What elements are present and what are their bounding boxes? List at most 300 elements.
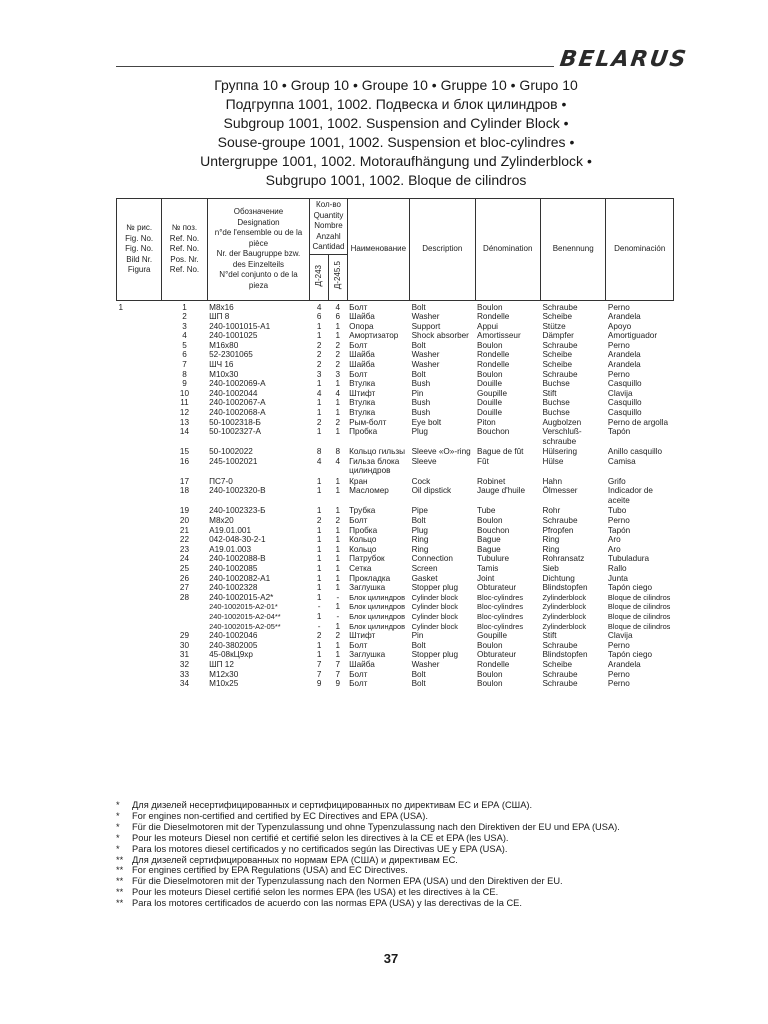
footnote — [116, 876, 716, 887]
subgroup-title-fr: Souse-groupe 1001, 1002. Suspension et bloc-cylindres • — [217, 134, 575, 150]
cell-designation: А19.01.001 — [209, 525, 252, 535]
cell-denomination-fr: Boulon — [477, 679, 503, 689]
footnote-mark: ** — [116, 887, 124, 898]
cell-denomination-fr: Bloc-cylindres — [477, 621, 524, 631]
cell-ref: 32 — [179, 659, 190, 669]
cell-name-ru: Пробка — [349, 427, 378, 437]
cell-description-en: Washer — [411, 360, 440, 370]
cell-name-ru: Штифт — [349, 388, 376, 398]
cell-qty-d243: 1 — [316, 640, 322, 650]
cell-designation: 50-1002022 — [209, 447, 253, 457]
cell-ref: 27 — [179, 583, 190, 593]
cell-description-en: Bolt — [411, 369, 426, 379]
cell-ref: 9 — [182, 379, 187, 389]
cell-denomination-fr: Amortisseur — [477, 331, 521, 341]
table-row — [117, 408, 674, 418]
cell-ref: 33 — [179, 669, 190, 679]
parts-table — [116, 198, 674, 689]
cell-denominacion-es: Perno — [607, 302, 630, 312]
cell-denomination-fr: Bague de fût — [477, 447, 524, 457]
cell-benennung-de: Dichtung — [542, 573, 575, 583]
cell-description-en: Cylinder block — [411, 592, 458, 602]
table-row — [117, 679, 674, 689]
cell-qty-d243: 1 — [316, 398, 322, 408]
cell-designation: 240-1002320-В — [209, 486, 266, 496]
cell-denomination-fr: Douille — [477, 379, 503, 389]
cell-name-ru: Блок цилиндров — [349, 602, 406, 612]
cell-name-ru: Патрубок — [349, 554, 385, 564]
cell-fig — [117, 545, 162, 555]
cell-denominacion-es: Tapón ciego — [607, 650, 653, 660]
cell-benennung-de: Blindstopfen — [542, 650, 588, 660]
cell-fig — [117, 486, 162, 506]
cell-benennung-de: Stütze — [542, 321, 566, 331]
cell-designation: 50-1002318-Б — [209, 417, 261, 427]
table-row — [117, 418, 674, 428]
cell-qty-d243: 1 — [316, 611, 322, 621]
parts-table-body — [117, 300, 674, 689]
cell-qty-d2455: 2 — [335, 340, 341, 350]
table-row — [117, 457, 674, 477]
cell-denomination-fr: Jauge d'huile — [477, 486, 526, 496]
cell-ref: 30 — [179, 640, 190, 650]
cell-designation: М8х20 — [209, 516, 234, 525]
cell-denominacion-es: Casquillo — [607, 398, 642, 408]
cell-qty-d243: 1 — [316, 525, 322, 535]
cell-qty-d2455: 4 — [335, 302, 341, 312]
footnote-mark: * — [116, 800, 120, 810]
cell-denomination-fr: Bloc-cylindres — [477, 592, 524, 602]
cell-fig — [117, 398, 162, 408]
cell-qty-d243: 1 — [316, 650, 322, 660]
footnote-text: Für die Dieselmotoren mit der Typenzulassung nach den Normen EPA (USA) und den Direktiven der EU. — [132, 876, 563, 887]
cell-denominacion-es: Arandela — [607, 659, 641, 669]
cell-name-ru: Шайба — [349, 350, 375, 360]
cell-ref: 19 — [179, 506, 190, 516]
cell-name-ru: Втулка — [349, 398, 376, 408]
cell-qty-d243: 4 — [316, 456, 322, 466]
header-ref-no: № поз. Ref. No. Ref. No. Pos. Nr. Ref. No. — [162, 199, 207, 301]
cell-denominacion-es: Aro — [607, 544, 621, 554]
cell-benennung-de: Pfropfen — [542, 525, 574, 535]
cell-name-ru: Блок цилиндров — [349, 592, 406, 602]
cell-denomination-fr: Bague — [477, 535, 501, 545]
cell-qty-d2455: 1 — [335, 486, 341, 496]
cell-denomination-fr: Appui — [477, 321, 498, 331]
cell-benennung-de: Schraube — [542, 340, 578, 350]
cell-designation: 240-1002068-А — [209, 408, 266, 418]
cell-denominacion-es: Bloque de cilindros — [607, 592, 671, 602]
cell-denomination-fr: Obturateur — [477, 583, 517, 593]
cell-designation: 240-1002328 — [209, 583, 258, 593]
cell-denominacion-es: Bloque de cilindros — [607, 621, 671, 631]
cell-qty-d2455: 1 — [335, 321, 341, 331]
cell-name-ru: Заглушка — [349, 650, 386, 660]
cell-qty-d243: 1 — [316, 573, 322, 583]
cell-name-ru: Втулка — [349, 408, 376, 418]
cell-name-ru: Шайба — [349, 360, 375, 370]
cell-denominacion-es: Perno — [607, 679, 630, 689]
table-row — [117, 379, 674, 389]
cell-qty-d2455: 7 — [335, 659, 341, 669]
cell-benennung-de: Verschluß- schraube — [542, 427, 582, 446]
cell-qty-d2455: 1 — [335, 427, 341, 437]
cell-ref: 26 — [179, 573, 190, 583]
cell-qty-d2455: 1 — [335, 640, 341, 650]
cell-name-ru: Шайба — [349, 312, 375, 322]
cell-description-en: Plug — [411, 427, 428, 437]
cell-name-ru: Масломер — [349, 486, 389, 496]
cell-name-ru: Заглушка — [349, 583, 386, 593]
cell-ref: 10 — [179, 388, 190, 398]
cell-designation: 52-2301065 — [209, 350, 253, 360]
cell-denominacion-es: Tubo — [607, 506, 627, 516]
cell-denomination-fr: Bloc-cylindres — [477, 611, 524, 621]
cell-denomination-fr: Rondelle — [477, 312, 510, 322]
cell-designation: ШЧ 16 — [209, 360, 234, 370]
cell-qty-d243: 1 — [316, 592, 322, 602]
cell-qty-d2455: 1 — [335, 650, 341, 660]
cell-qty-d2455: - — [336, 592, 340, 602]
footnote-text: Pour les moteurs Diesel non certifié et certifié selon les directives à la CE et EPA (les USA). — [132, 832, 509, 843]
cell-benennung-de: Dämpfer — [542, 331, 574, 341]
cell-benennung-de: Schraube — [542, 302, 578, 312]
cell-qty-d243: 1 — [316, 476, 322, 486]
cell-description-en: Bolt — [411, 640, 426, 650]
table-row — [117, 660, 674, 670]
footnote-mark: * — [116, 832, 120, 843]
cell-name-ru: Амортизатор — [349, 331, 399, 341]
footnote-text: For engines certified by EPA Regulations (USA) and EC Directives. — [132, 865, 408, 876]
cell-qty-d2455: 1 — [335, 573, 341, 583]
cell-qty-d243: 2 — [316, 417, 322, 427]
footnote-text: Для дизелей сертифицированных по нормам ЕРА (США) и директивам ЕС. — [132, 854, 458, 865]
header-designation: Обозначение Designation n°de l'ensemble ou de la pièce Nr. der Baugruppe bzw. des Einzelteils N°del conjunto o de la pieza — [207, 199, 310, 301]
cell-ref: 18 — [179, 486, 190, 496]
footnote-mark: ** — [116, 865, 124, 876]
table-row — [117, 602, 674, 612]
cell-description-en: Support — [411, 321, 441, 331]
cell-fig — [117, 341, 162, 351]
cell-fig — [117, 370, 162, 380]
cell-description-en: Bush — [411, 379, 431, 389]
cell-name-ru: Болт — [349, 679, 368, 689]
cell-ref: 25 — [179, 563, 190, 573]
footnote — [116, 898, 716, 909]
cell-denomination-fr: Douille — [477, 398, 503, 408]
footnote-mark: ** — [116, 876, 124, 887]
cell-denominacion-es: Perno — [607, 340, 630, 350]
table-row — [117, 535, 674, 545]
cell-denominacion-es: Indicador de aceite — [607, 486, 653, 505]
cell-benennung-de: Ring — [542, 535, 560, 545]
cell-description-en: Cylinder block — [411, 602, 458, 612]
cell-qty-d243: 7 — [316, 669, 322, 679]
cell-designation: М16х80 — [209, 340, 239, 350]
cell-benennung-de: Scheibe — [542, 312, 573, 322]
cell-name-ru: Болт — [349, 640, 368, 650]
cell-qty-d2455: 1 — [335, 331, 341, 341]
cell-ref: 22 — [179, 535, 190, 545]
footnote — [116, 833, 716, 844]
cell-benennung-de: Rohransatz — [542, 554, 585, 564]
cell-benennung-de: Stift — [542, 631, 557, 641]
cell-denominacion-es: Perno — [607, 669, 630, 679]
cell-denominacion-es: Arandela — [607, 360, 641, 370]
cell-description-en: Bush — [411, 398, 431, 408]
cell-ref: 12 — [179, 408, 190, 418]
cell-designation: 240-3802005 — [209, 640, 258, 650]
cell-designation: ПС7-0 — [209, 476, 233, 486]
cell-qty-d2455: 6 — [335, 312, 341, 322]
cell-designation: М8х16 — [209, 302, 234, 312]
cell-description-en: Washer — [411, 350, 440, 360]
cell-qty-d243: 1 — [316, 486, 322, 496]
cell-name-ru: Блок цилиндров — [349, 611, 406, 621]
cell-ref: 34 — [179, 679, 190, 689]
cell-qty-d2455: 2 — [335, 631, 341, 641]
cell-denomination-fr: Robinet — [477, 476, 506, 486]
cell-fig — [117, 418, 162, 428]
cell-ref: 6 — [182, 350, 187, 360]
cell-denomination-fr: Bloc-cylindres — [477, 602, 524, 612]
cell-qty-d2455: 1 — [335, 398, 341, 408]
cell-denomination-fr: Boulon — [477, 302, 503, 312]
cell-description-en: Gasket — [411, 573, 438, 583]
cell-fig — [117, 641, 162, 651]
cell-description-en: Sleeve — [411, 456, 437, 466]
footnote-text: Для дизелей несертифицированных и сертифицированных по директивам ЕС и ЕРА (США). — [132, 800, 533, 810]
cell-qty-d243: 4 — [316, 388, 322, 398]
cell-benennung-de: Augbolzen — [542, 417, 582, 427]
table-row — [117, 622, 674, 632]
cell-denominacion-es: Perno — [607, 516, 630, 525]
cell-qty-d243: 1 — [316, 408, 322, 418]
cell-qty-d243: 8 — [316, 447, 322, 457]
cell-description-en: Cylinder block — [411, 621, 458, 631]
cell-qty-d243: 1 — [316, 535, 322, 545]
cell-qty-d2455: 7 — [335, 669, 341, 679]
cell-description-en: Shock absorber — [411, 331, 469, 341]
cell-fig — [117, 360, 162, 370]
cell-denomination-fr: Rondelle — [477, 350, 510, 360]
cell-fig — [117, 583, 162, 593]
cell-benennung-de: Schraube — [542, 679, 578, 689]
table-row — [117, 427, 674, 447]
cell-fig: 1 — [118, 302, 124, 312]
cell-description-en: Plug — [411, 525, 428, 535]
cell-designation: 245-1002021 — [209, 456, 258, 466]
cell-description-en: Bolt — [411, 679, 426, 689]
cell-qty-d2455: 2 — [335, 360, 341, 370]
cell-denomination-fr: Bouchon — [477, 427, 510, 437]
footnote — [116, 800, 716, 811]
header-denomination-fr: Dénomination — [475, 199, 540, 301]
table-row — [117, 350, 674, 360]
cell-benennung-de: Blindstopfen — [542, 583, 588, 593]
table-row — [117, 545, 674, 555]
table-row — [117, 331, 674, 341]
cell-denominacion-es: Arandela — [607, 312, 641, 322]
cell-designation: 240-1002044 — [209, 388, 258, 398]
cell-description-en: Stopper plug — [411, 583, 458, 593]
cell-qty-d2455: 1 — [335, 506, 341, 516]
footnote-text: Para los motores certificados de acuerdo con las normas EPA (USA) y las derectivas de la CE. — [132, 898, 522, 909]
cell-fig — [117, 447, 162, 457]
cell-name-ru: Блок цилиндров — [349, 621, 406, 631]
cell-designation: 240-1002067-А — [209, 398, 266, 408]
cell-qty-d243: 9 — [316, 679, 322, 689]
cell-qty-d243: 1 — [316, 563, 322, 573]
cell-description-en: Stopper plug — [411, 650, 458, 660]
cell-designation: 240-1002088-В — [209, 554, 266, 564]
cell-description-en: Bolt — [411, 340, 426, 350]
footnote-text: Für die Dieselmotoren mit der Typenzulassung und ohne Typenzulassung nach den Direktiven der EU und EPA (USA). — [132, 821, 620, 832]
cell-qty-d243: 3 — [316, 369, 322, 379]
cell-ref: 2 — [182, 312, 187, 322]
cell-designation: 240-1002046 — [209, 631, 258, 641]
header-description-en: Description — [410, 199, 475, 301]
table-row — [117, 526, 674, 536]
cell-denomination-fr: Tubulure — [477, 554, 510, 564]
cell-denomination-fr: Douille — [477, 408, 503, 418]
cell-denominacion-es: Bloque de cilindros — [607, 611, 671, 621]
table-row — [117, 516, 674, 526]
cell-benennung-de: Hülse — [542, 456, 564, 466]
cell-benennung-de: Scheibe — [542, 659, 573, 669]
cell-denomination-fr: Boulon — [477, 340, 503, 350]
cell-denominacion-es: Perno — [607, 640, 630, 650]
cell-denominacion-es: Tapón ciego — [607, 583, 653, 593]
footnote — [116, 822, 716, 833]
table-row — [117, 554, 674, 564]
cell-name-ru: Кольцо гильзы — [349, 447, 405, 457]
subgroup-title-es: Subgrupo 1001, 1002. Bloque de cilindros — [265, 172, 527, 188]
cell-qty-d2455: 1 — [335, 621, 341, 631]
cell-qty-d243: 2 — [316, 340, 322, 350]
cell-qty-d2455: 9 — [335, 679, 341, 689]
cell-denominacion-es: Perno de argolla — [607, 417, 669, 427]
cell-designation: 240-1002015-А2-05** — [209, 621, 281, 631]
cell-benennung-de: Ring — [542, 544, 560, 554]
cell-description-en: Pin — [411, 631, 424, 641]
table-row — [117, 360, 674, 370]
cell-designation: 240-1002015-А2* — [209, 592, 274, 602]
cell-name-ru: Болт — [349, 369, 368, 379]
cell-qty-d2455: 2 — [335, 350, 341, 360]
cell-fig — [117, 593, 162, 603]
cell-qty-d2455: 1 — [335, 535, 341, 545]
cell-benennung-de: Zylinderblock — [542, 592, 587, 602]
table-row — [117, 341, 674, 351]
cell-description-en: Ring — [411, 544, 429, 554]
cell-denomination-fr: Boulon — [477, 516, 503, 525]
cell-ref: 8 — [182, 369, 187, 379]
cell-description-en: Bolt — [411, 516, 426, 525]
cell-denomination-fr: Rondelle — [477, 659, 510, 669]
cell-description-en: Bolt — [411, 669, 426, 679]
cell-benennung-de: Hahn — [542, 476, 563, 486]
cell-ref — [162, 602, 207, 612]
cell-ref: 14 — [179, 427, 190, 437]
cell-name-ru: Штифт — [349, 631, 376, 641]
cell-fig — [117, 516, 162, 526]
cell-name-ru: Втулка — [349, 379, 376, 389]
cell-qty-d2455: 1 — [335, 544, 341, 554]
cell-fig — [117, 670, 162, 680]
cell-fig — [117, 312, 162, 322]
table-row — [117, 477, 674, 487]
cell-qty-d2455: 4 — [335, 456, 341, 466]
cell-qty-d2455: 1 — [335, 476, 341, 486]
cell-description-en: Connection — [411, 554, 453, 564]
cell-qty-d2455: 1 — [335, 408, 341, 418]
cell-denomination-fr: Tube — [477, 506, 496, 516]
cell-benennung-de: Rohr — [542, 506, 561, 516]
cell-denominacion-es: Junta — [607, 573, 628, 583]
cell-qty-d243: 1 — [316, 427, 322, 437]
footnote — [116, 865, 716, 876]
cell-denominacion-es: Aro — [607, 535, 621, 545]
cell-denominacion-es: Grifo — [607, 476, 626, 486]
cell-fig — [117, 660, 162, 670]
cell-fig — [117, 331, 162, 341]
cell-name-ru: Болт — [349, 302, 368, 312]
cell-denominacion-es: Tubuladura — [607, 554, 650, 564]
cell-denominacion-es: Rallo — [607, 563, 627, 573]
cell-designation: А19.01.003 — [209, 544, 252, 554]
cell-qty-d2455: 8 — [335, 447, 341, 457]
cell-benennung-de: Zylinderblock — [542, 611, 587, 621]
cell-description-en: Screen — [411, 563, 438, 573]
cell-name-ru: Трубка — [349, 506, 376, 516]
cell-name-ru: Шайба — [349, 659, 375, 669]
cell-name-ru: Гильза блока цилиндров — [349, 456, 400, 476]
footnote — [116, 844, 716, 855]
footnote-mark: ** — [116, 898, 124, 909]
table-row — [117, 398, 674, 408]
page-number: 37 — [383, 951, 399, 966]
cell-name-ru: Кран — [349, 476, 368, 486]
cell-description-en: Bolt — [411, 302, 426, 312]
cell-qty-d2455: 1 — [335, 563, 341, 573]
cell-description-en: Washer — [411, 659, 440, 669]
table-row — [117, 447, 674, 457]
cell-qty-d243: 2 — [316, 350, 322, 360]
cell-denominacion-es: Arandela — [607, 350, 641, 360]
subgroup-title-ru: Подгруппа 1001, 1002. Подвеска и блок цилиндров • — [225, 96, 567, 112]
cell-qty-d243: 1 — [316, 554, 322, 564]
cell-denomination-fr: Bouchon — [477, 525, 510, 535]
footnotes — [116, 800, 716, 909]
cell-description-en: Cock — [411, 476, 431, 486]
subgroup-title-en: Subgroup 1001, 1002. Suspension and Cylinder Block • — [223, 115, 569, 131]
cell-designation: ШП 8 — [209, 312, 230, 322]
footnote — [116, 855, 716, 866]
footnote-text: Pour les moteurs Diesel certifié selon les normes EPA (les USA) et les directives à la CE. — [132, 887, 499, 898]
cell-qty-d2455: 2 — [335, 516, 341, 525]
cell-ref: 20 — [179, 516, 190, 525]
subgroup-title-de: Untergruppe 1001, 1002. Motoraufhängung und Zylinderblock • — [200, 153, 592, 169]
cell-benennung-de: Hülsering — [542, 447, 578, 457]
cell-description-en: Ring — [411, 535, 429, 545]
cell-fig — [117, 506, 162, 516]
cell-denominacion-es: Clavija — [607, 631, 633, 641]
cell-denomination-fr: Obturateur — [477, 650, 517, 660]
cell-qty-d243: 2 — [316, 516, 322, 525]
table-row — [117, 593, 674, 603]
cell-fig — [117, 526, 162, 536]
